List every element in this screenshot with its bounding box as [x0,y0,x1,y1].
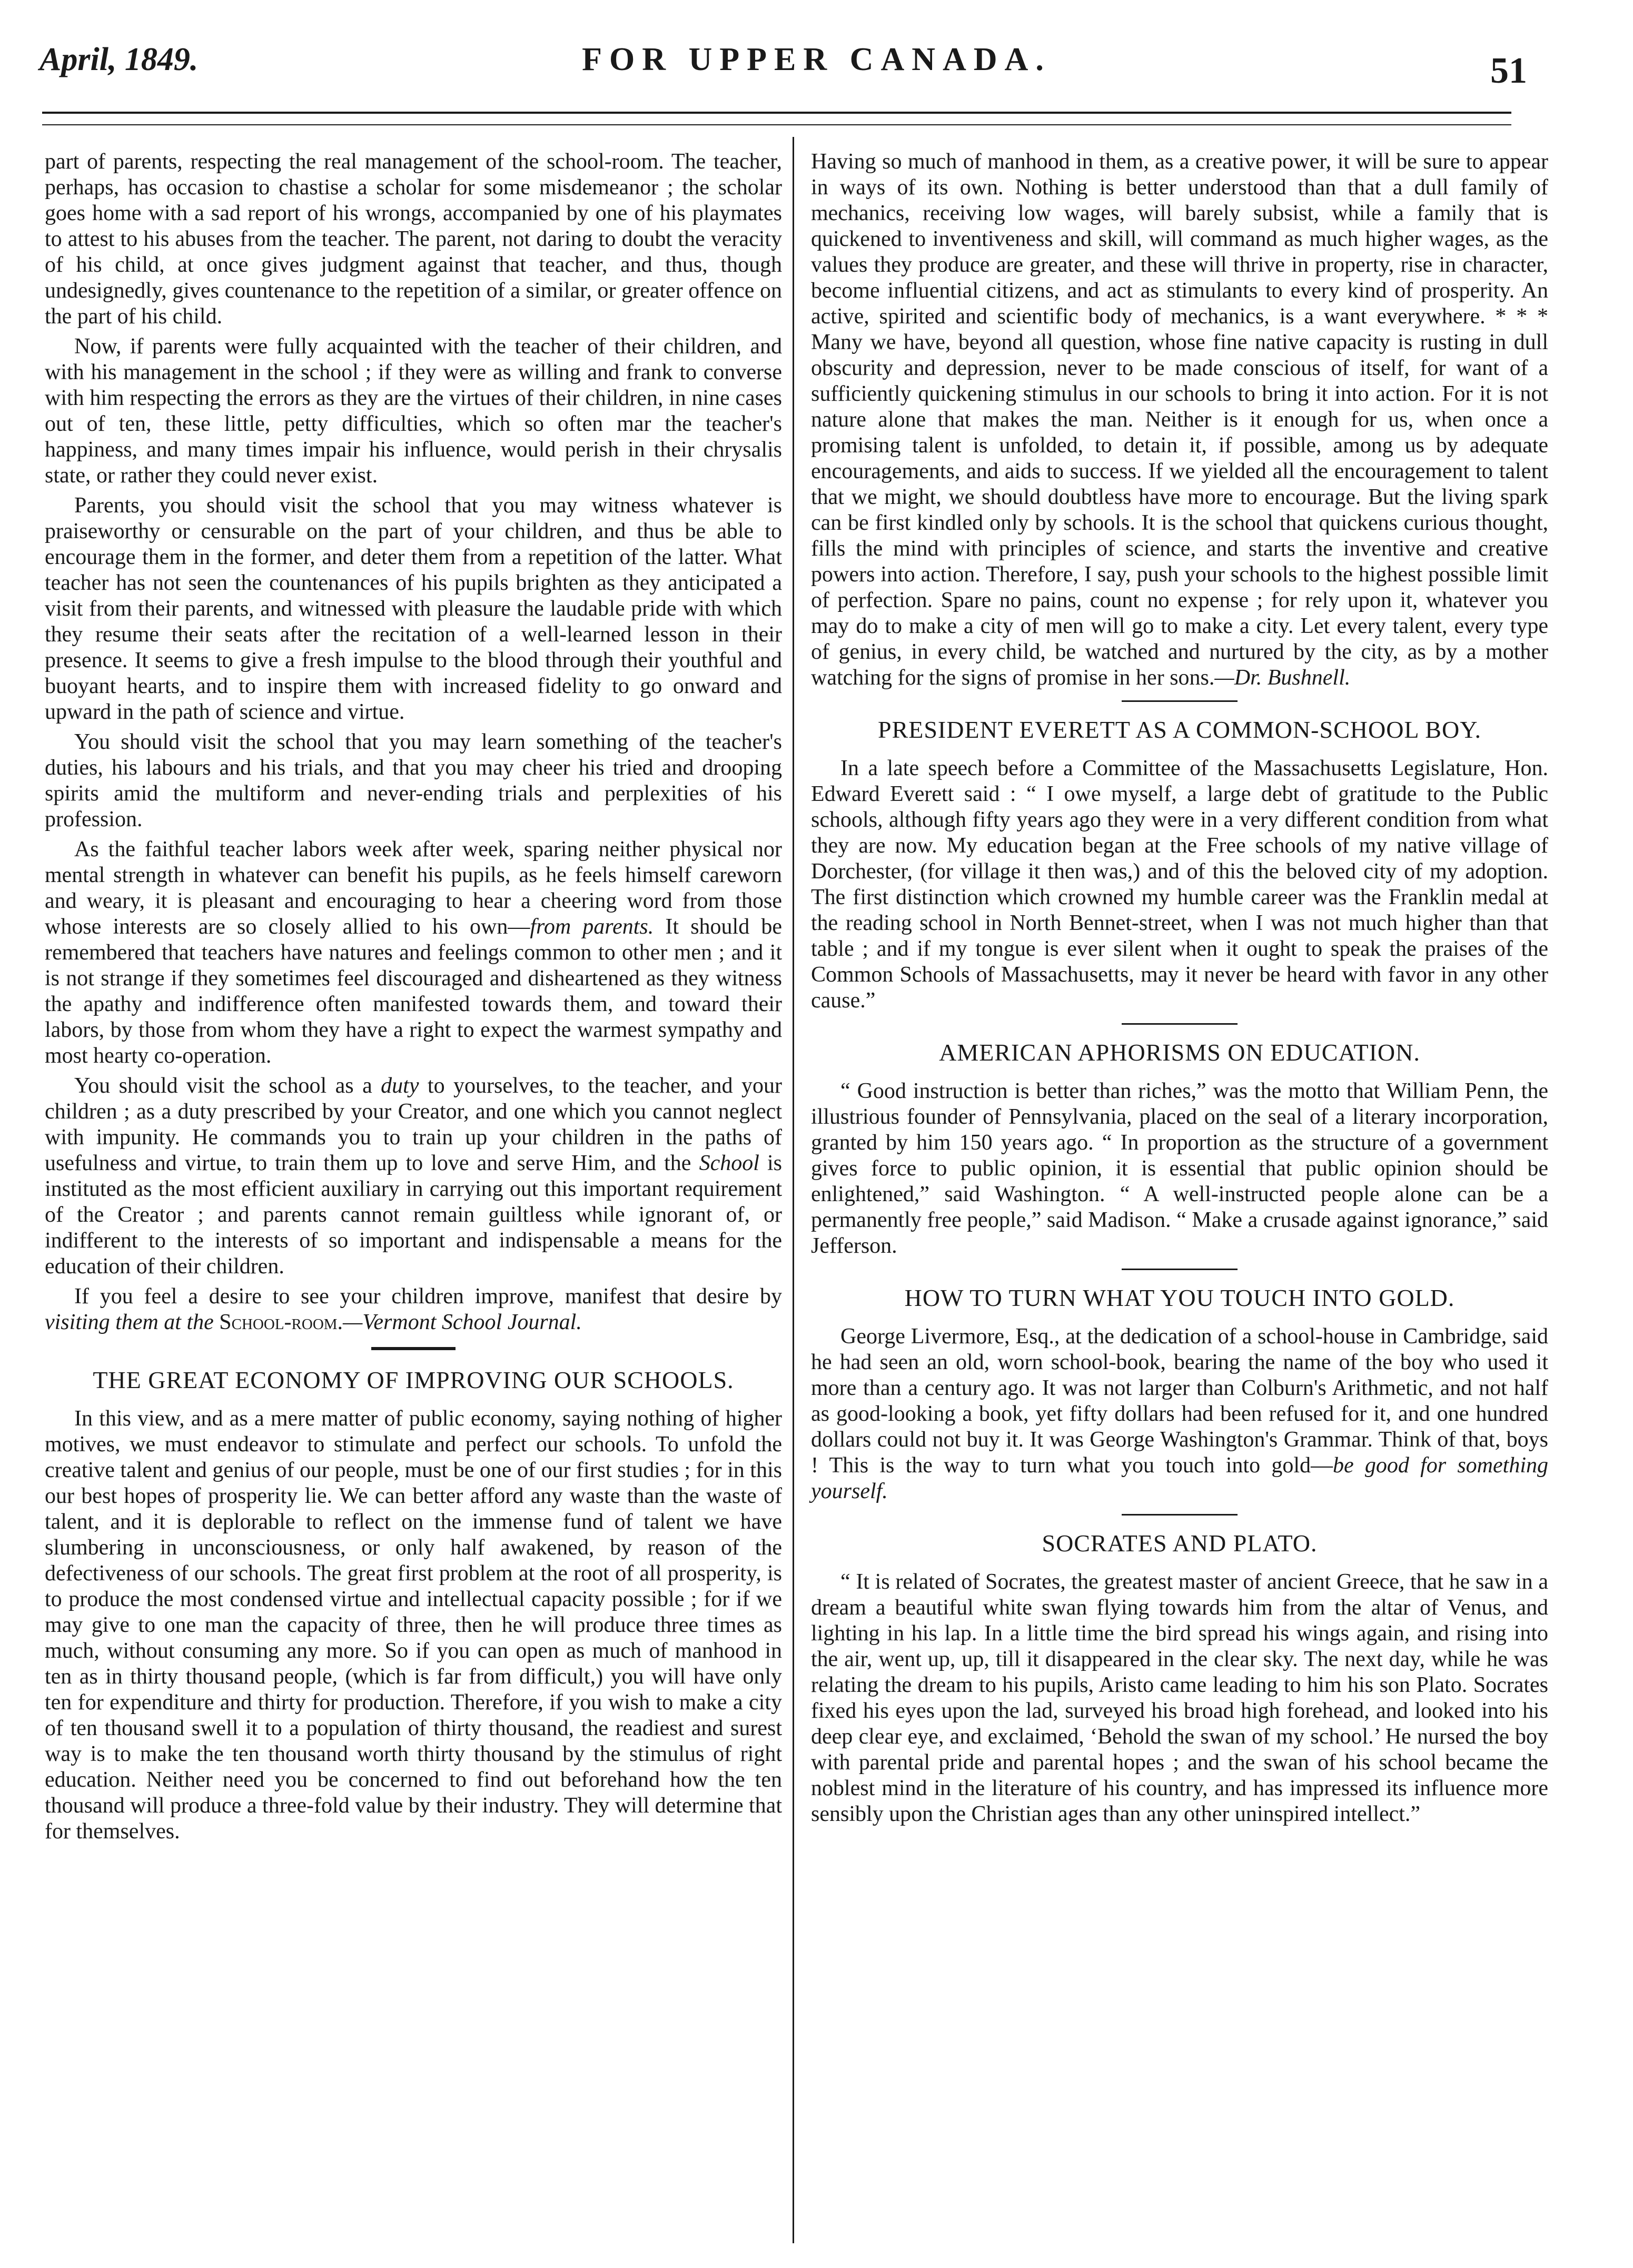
page-number: 51 [1490,51,1527,91]
source-citation: —Dr. Bushnell. [1214,666,1351,690]
source-citation: —Vermont School Journal. [343,1310,582,1334]
paragraph-text: If you feel a desire to see your children improve, manifest that desire by [74,1284,782,1309]
article-paragraph: In this view, and as a mere matter of public economy, saying nothing of higher motives, we must endeavor to stimulate and perfect our schools. To unfold the creative talent and genius of our people, must be one of our first studies ; for in this our best hopes of prosperity lie. We can better afford any waste than the waste of talent, and it is deplorable to reflect on the immense fund of talent we have slumbering in unconsciousness, or only half awakened, by reason of the defectiveness of our schools. The great first problem at the root of all prosperity, is to produce the most condensed virtue and intellectual capacity possible ; for if we may give to one man the capacity of three, then he will produce three times as much, without consuming any more. So if you can open as much of manhood in ten as in thirty thousand people, (which is far from difficult,) you will have only ten for expenditure and thirty for production. Therefore, if you wish to make a city of ten thousand swell it to a population of thirty thousand, the readiest and surest way is to make the ten thousand worth thirty thousand by the stimulus of right education. Neither need you be concerned to find out beforehand how the ten thousand will produce a three-fold value by their industry. They will determine that for themselves. [45,1407,782,1844]
article-paragraph: part of parents, respecting the real management of the school-room. The teacher, perhaps, has occasion to chastise a scholar for some misdemeanor ; the scholar goes home with a sad report of his wrongs, accompanied by one of his playmates to attest to his abuses from the teacher. The parent, not daring to doubt the veracity of his child, at once gives judgment against that teacher, and thus, though undesignedly, gives countenance to the repetition of a similar, or greater offence on the part of his child. [45,150,782,329]
article-paragraph: Parents, you should visit the school that you may witness whatever is praiseworthy or censurable on the part of your children, and thus be able to encourage them in the former, and deter them from a repetition of the latter. What teacher has not seen the countenances of his pupils brighten as they anticipated a visit from their parents, and witnessed with pleasure the laudable pride with which they resume their seats after the recitation of a well-learned lesson in their presence. It seems to give a fresh impulse to the blood through their youthful and buoyant hearts, and to inspire them with increased fidelity to go onward and upward in the path of science and virtue. [45,493,782,724]
issue-date: April, 1849. [39,42,199,77]
article-paragraph: Now, if parents were fully acquainted with the teacher of their children, and with his management in the school ; if they were as willing and frank to converse with him respecting the errors as they are the virtues of their children, in nine cases out of ten, these little, petty difficulties, which so often mar the teacher's happiness, and many times impair his influence, would perish in their chrysalis state, or rather they could never exist. [45,334,782,488]
section-heading: HOW TO TURN WHAT YOU TOUCH INTO GOLD. [904,1284,1455,1311]
section-separator [371,1347,456,1350]
header-rule-thick [42,112,1511,114]
article-paragraph [45,1073,782,1280]
paragraph-text: is instituted as the most efficient auxiliary in carrying out this important requirement of the Creator ; and parents cannot remain guiltless while ignorant of, or indifferent to the interests of so important and indispensable a means for the education of their children. [45,1151,782,1279]
small-caps-text: School-room. [219,1310,343,1334]
left-column [45,149,782,1849]
column-divider [793,137,794,2243]
article-paragraph: You should visit the school that you may learn something of the teacher's duties, his labours and his trials, and that you may cheer his tried and drooping spirits amid the multiform and never-ending trials and perplexities of his profession. [45,730,782,831]
section-heading: THE GREAT ECONOMY OF IMPROVING OUR SCHOOLS. [93,1366,734,1393]
emphasis-text: School [699,1151,759,1175]
article-paragraph [811,149,1548,691]
article-paragraph: “ It is related of Socrates, the greatest master of ancient Greece, that he saw in a dream a beautiful white swan flying towards him from the altar of Venus, and lighting in his lap. In a little time the bird spread his wings again, and rising into the air, went up, up, till it disappeared in the clear sky. The next day, while he was relating the dream to his pupils, Aristo came leading to him his son Plato. Socrates fixed his eyes upon the lad, surveyed his broad high forehead, and looked into his deep clear eye, and exclaimed, ‘Behold the swan of my school.’ He nursed the boy with parental pride and parental hopes ; and the swan of his school became the noblest mind in the literature of his country, and has impressed its influence more sensibly upon the Christian ages than any other uninspired intellect.” [811,1570,1548,1826]
emphasis-text: be good for something yourself. [811,1453,1548,1503]
article-paragraph: In a late speech before a Committee of the Massachusetts Legislature, Hon. Edward Everett said : “ I owe myself, a large debt of gratitude to the Public schools, although fifty years ago they were in a very different condition from what they are now. My education began at the Free schools of my native village of Dorchester, (for village it then was,) and of this the beloved city of my adoption. The first distinction which crowned my humble career was the Franklin medal at the reading school in North Bennet-street, when I was not much higher than that table ; and if my tongue is ever silent when it ought to speak the praises of the Common Schools of Massachusetts, may it never be heard with favor in any other cause.” [811,756,1548,1013]
section-separator [1122,700,1238,702]
emphasis-text: visiting them at the [45,1310,214,1334]
paragraph-text: As the faithful teacher labors week after week, sparing neither physical nor mental strength in whatever can benefit his pupils, as he feels himself careworn and weary, it is pleasant and encouraging to hear a cheering word from those whose interests are so closely allied to his own— [45,837,782,939]
running-title: FOR UPPER CANADA. [582,42,1051,77]
article-paragraph [45,837,782,1069]
right-column [811,149,1548,1831]
paragraph-text: You should visit the school as a [74,1074,381,1098]
section-separator [1122,1514,1238,1516]
article-paragraph: “ Good instruction is better than riches,” was the motto that William Penn, the illustrious founder of Pennsylvania, placed on the seal of a literary incorporation, granted by him 150 years ago. “ In proportion as the structure of a government gives force to public opinion, it is essential that public opinion should be enlightened,” said Washington. “ A well-instructed people alone can be a permanently free people,” said Madison. “ Make a crusade against ignorance,” said Jefferson. [811,1079,1548,1258]
section-heading: PRESIDENT EVERETT AS A COMMON-SCHOOL BOY. [877,716,1481,743]
section-separator [1122,1269,1238,1270]
article-paragraph [45,1284,782,1335]
paragraph-text: George Livermore, Esq., at the dedication of a school-house in Cambridge, said he had seen an old, worn school-book, bearing the name of the boy who used it more than a century ago. It was not larger than Colburn's Arithmetic, and not half as good-looking a book, yet fifty dollars had been refused for it, and one hundred dollars could not buy it. It was George Washington's Grammar. Think of that, boys ! This is the way to turn what you touch into gold— [811,1324,1548,1478]
paragraph-text: to yourselves, to the teacher, and your children ; as a duty prescribed by your Creator, and one which you cannot neglect with impunity. He commands you to train up your children in the paths of usefulness and virtue, to train them up to love and serve Him, and the [45,1074,782,1175]
emphasis-text: from parents. [530,915,654,939]
paragraph-text: Having so much of manhood in them, as a creative power, it will be sure to appear in ways of its own. Nothing is better understood than that a dull family of mechanics, receiving low wages, will barely subsist, while a family that is quickened to inventiveness and skill, will command as much higher wages, as the values they produce are greater, and these will thrive in property, rise in character, become influential citizens, and act as stimulants to every kind of prosperity. An active, spirited and scientific body of mechanics, is a want everywhere. * * * Many we have, beyond all question, whose fine native capacity is rusting in dull obscurity and depression, never to be made conscious of itself, for want of a sufficiently quickening stimulus in our schools to bring it into action. For it is not nature alone that makes the man. Neither is it enough for us, when once a promising talent is unfolded, to detain it, if possible, among us by adequate encouragements, and aids to success. If we yielded all the encouragement to talent that we might, we should doubtless have more to encourage. But the living spark can be first kindled only by schools. It is the school that quickens curious thought, fills the mind with principles of science, and starts the inventive and creative powers into action. Therefore, I say, push your schools to the highest possible limit of perfection. Spare no pains, count no expense ; for rely upon it, whatever you may do to make a city of men will go to make a city. Let every talent, every type of genius, in every child, be watched and nurtured by the city, as by a mother watching for the signs of promise in her sons. [811,150,1548,690]
article-paragraph [811,1324,1548,1504]
header-rule-thin [42,124,1511,125]
paragraph-text: It should be remembered that teachers have natures and feelings common to other men ; and it is not strange if they sometimes feel discouraged and disheartened as they witness the apathy and indifference often manifested towards them, and toward their labors, by those from whom they have a right to expect the warmest sympathy and most hearty co-operation. [45,915,783,1068]
section-heading: SOCRATES AND PLATO. [1042,1530,1318,1557]
section-separator [1122,1023,1238,1025]
emphasis-text: duty [381,1074,419,1098]
section-heading: AMERICAN APHORISMS ON EDUCATION. [939,1039,1420,1066]
